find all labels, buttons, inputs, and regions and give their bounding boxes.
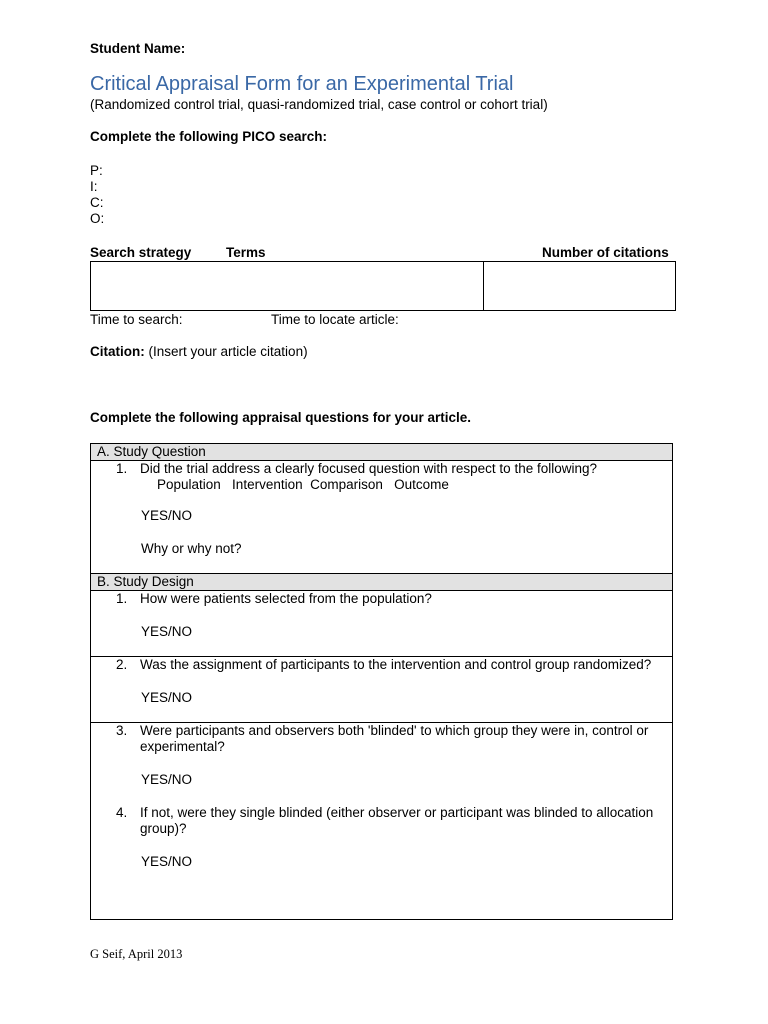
question-text-continued: experimental? [140,739,225,754]
form-subtitle: (Randomized control trial, quasi-randomized trial, case control or cohort trial) [90,97,548,112]
number-of-citations-label: Number of citations [542,245,669,260]
pico-heading: Complete the following PICO search: [90,129,328,144]
why-or-why-not: Why or why not? [141,541,242,556]
section-b-title: B. Study Design [97,574,194,589]
student-name-label: Student Name: [90,41,186,56]
search-strategy-label: Search strategy [90,245,192,260]
question-number: 2. [116,657,128,672]
question-text: Was the assignment of participants to the intervention and control group randomized? [140,657,652,672]
pico-c-label: C: [90,195,104,210]
yes-no-answer: YES/NO [141,624,193,639]
pico-o-label: O: [90,211,105,226]
citation-hint: (Insert your article citation) [148,344,308,359]
time-to-locate-label: Time to locate article: [271,312,399,327]
appraisal-heading: Complete the following appraisal questions for your article. [90,410,472,425]
section-a-title: A. Study Question [97,444,206,459]
question-text: Did the trial address a clearly focused question with respect to the following? [140,461,597,476]
terms-label: Terms [226,245,266,260]
yes-no-answer: YES/NO [141,690,193,705]
search-table-divider [483,262,484,310]
question-text: Were participants and observers both 'blinded' to which group they were in, control or [140,723,649,738]
appraisal-table [90,443,673,920]
pico-p-label: P: [90,163,103,178]
search-strategy-table [90,261,676,311]
pico-i-label: I: [90,179,98,194]
yes-no-answer: YES/NO [141,508,193,523]
question-number: 1. [116,461,128,476]
question-text: How were patients selected from the population? [140,591,432,606]
question-number: 4. [116,805,128,820]
time-to-search-label: Time to search: [90,312,183,327]
citation-line [90,344,308,359]
question-number: 1. [116,591,128,606]
question-text-continued: group)? [140,821,187,836]
pico-options: Population Intervention Comparison Outcome [157,477,449,492]
yes-no-answer: YES/NO [141,772,193,787]
citation-label: Citation: [90,344,145,359]
question-number: 3. [116,723,128,738]
form-title: Critical Appraisal Form for an Experimental Trial [90,73,514,95]
footer-author-date: G Seif, April 2013 [90,947,183,961]
yes-no-answer: YES/NO [141,854,193,869]
question-text: If not, were they single blinded (either observer or participant was blinded to allocation [140,805,654,820]
